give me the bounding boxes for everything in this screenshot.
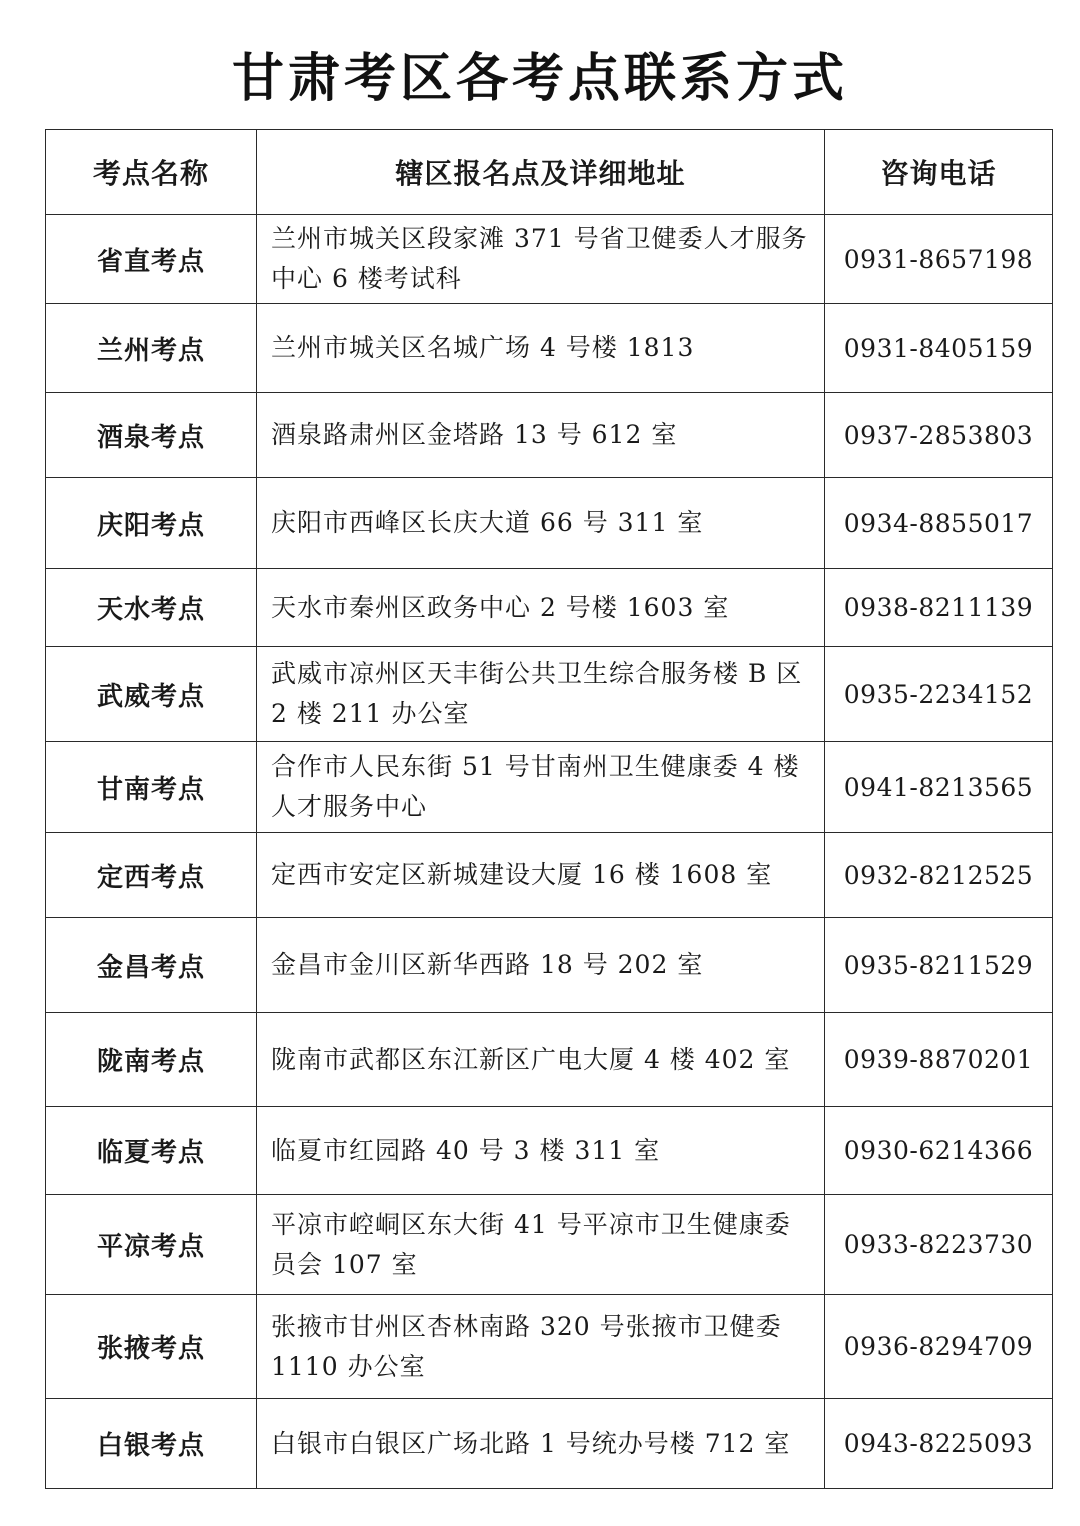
table-row: [46, 1107, 1053, 1195]
site-address: 陇南市武都区东江新区广电大厦 4 楼 402 室: [257, 1013, 825, 1107]
site-name: 甘南考点: [46, 742, 257, 833]
site-address: 合作市人民东街 51 号甘南州卫生健康委 4 楼人才服务中心: [257, 742, 825, 833]
table-row: [46, 647, 1053, 742]
site-phone: 0931-8405159: [825, 304, 1053, 393]
header-name: 考点名称: [46, 130, 257, 215]
table-row: [46, 215, 1053, 304]
table-header-row: [46, 130, 1053, 215]
site-name: 张掖考点: [46, 1295, 257, 1399]
site-name: 白银考点: [46, 1399, 257, 1489]
site-phone: 0939-8870201: [825, 1013, 1053, 1107]
site-name: 庆阳考点: [46, 478, 257, 569]
table-row: [46, 478, 1053, 569]
table-row: [46, 1013, 1053, 1107]
site-address: 张掖市甘州区杏林南路 320 号张掖市卫健委 1110 办公室: [257, 1295, 825, 1399]
site-phone: 0943-8225093: [825, 1399, 1053, 1489]
site-address: 天水市秦州区政务中心 2 号楼 1603 室: [257, 569, 825, 647]
site-phone: 0941-8213565: [825, 742, 1053, 833]
site-address: 白银市白银区广场北路 1 号统办号楼 712 室: [257, 1399, 825, 1489]
site-phone: 0937-2853803: [825, 393, 1053, 478]
site-phone: 0932-8212525: [825, 833, 1053, 918]
site-address: 平凉市崆峒区东大街 41 号平凉市卫生健康委员会 107 室: [257, 1195, 825, 1295]
site-name: 兰州考点: [46, 304, 257, 393]
site-address: 定西市安定区新城建设大厦 16 楼 1608 室: [257, 833, 825, 918]
site-name: 天水考点: [46, 569, 257, 647]
site-address: 兰州市城关区名城广场 4 号楼 1813: [257, 304, 825, 393]
table-row: [46, 918, 1053, 1013]
site-name: 定西考点: [46, 833, 257, 918]
site-address: 武威市凉州区天丰街公共卫生综合服务楼 B 区 2 楼 211 办公室: [257, 647, 825, 742]
table-row: [46, 393, 1053, 478]
site-address: 临夏市红园路 40 号 3 楼 311 室: [257, 1107, 825, 1195]
table-row: [46, 304, 1053, 393]
site-name: 酒泉考点: [46, 393, 257, 478]
site-address: 酒泉路肃州区金塔路 13 号 612 室: [257, 393, 825, 478]
site-address: 兰州市城关区段家滩 371 号省卫健委人才服务中心 6 楼考试科: [257, 215, 825, 304]
contact-table: [45, 129, 1053, 1489]
site-name: 省直考点: [46, 215, 257, 304]
table-row: [46, 742, 1053, 833]
page-title: 甘肃考区各考点联系方式: [231, 48, 848, 109]
site-phone: 0933-8223730: [825, 1195, 1053, 1295]
site-phone: 0931-8657198: [825, 215, 1053, 304]
site-phone: 0935-2234152: [825, 647, 1053, 742]
table-row: [46, 569, 1053, 647]
site-phone: 0935-8211529: [825, 918, 1053, 1013]
table-row: [46, 1195, 1053, 1295]
site-phone: 0930-6214366: [825, 1107, 1053, 1195]
header-phone: 咨询电话: [825, 130, 1053, 215]
site-name: 临夏考点: [46, 1107, 257, 1195]
site-address: 庆阳市西峰区长庆大道 66 号 311 室: [257, 478, 825, 569]
header-address: 辖区报名点及详细地址: [257, 130, 825, 215]
site-phone: 0938-8211139: [825, 569, 1053, 647]
site-phone: 0936-8294709: [825, 1295, 1053, 1399]
table-row: [46, 1295, 1053, 1399]
site-name: 武威考点: [46, 647, 257, 742]
site-phone: 0934-8855017: [825, 478, 1053, 569]
table-row: [46, 1399, 1053, 1489]
table-row: [46, 833, 1053, 918]
site-address: 金昌市金川区新华西路 18 号 202 室: [257, 918, 825, 1013]
site-name: 陇南考点: [46, 1013, 257, 1107]
site-name: 平凉考点: [46, 1195, 257, 1295]
site-name: 金昌考点: [46, 918, 257, 1013]
